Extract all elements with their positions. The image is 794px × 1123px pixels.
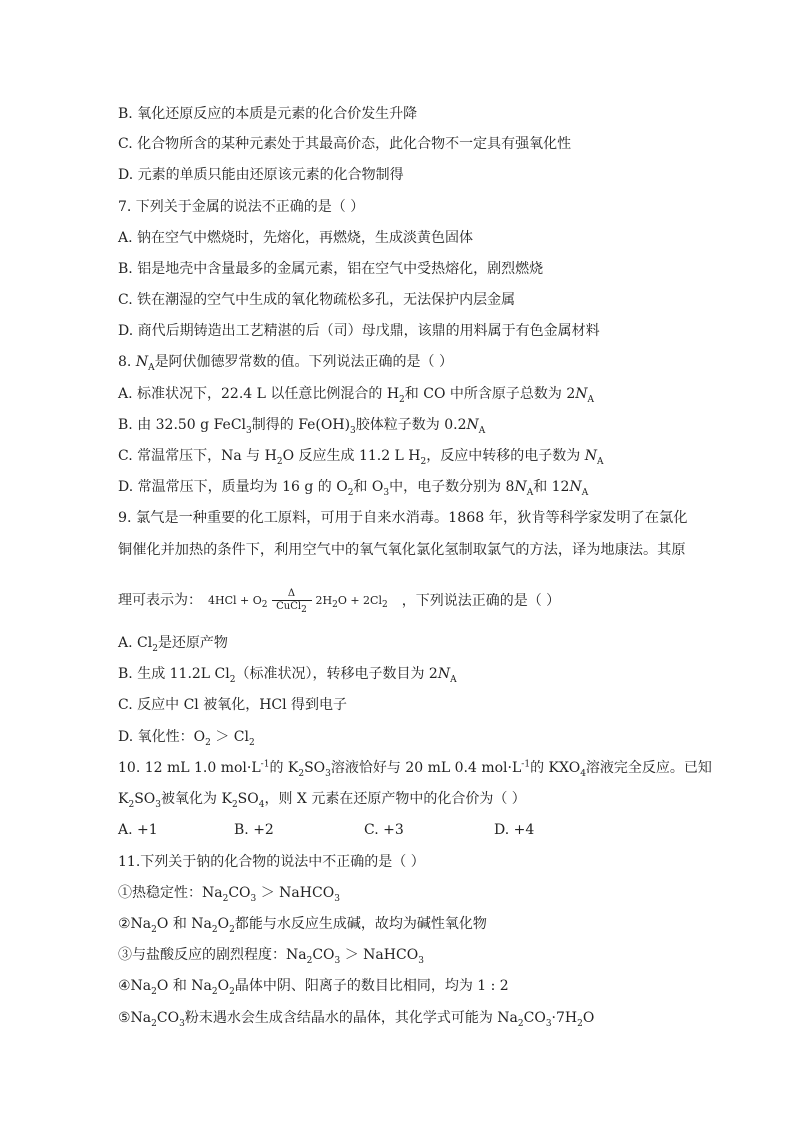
q7-option-c: C. 铁在潮湿的空气中生成的氧化物疏松多孔，无法保护内层金属: [118, 292, 516, 308]
avogadro-subscript: A: [581, 487, 589, 498]
q8-d-text-4: 和 12: [533, 479, 570, 495]
q11-item-2: [118, 914, 487, 934]
subscript: 2: [229, 986, 235, 997]
q8-b-text: B. 由 32.50 g FeCl: [118, 417, 247, 433]
q11-item-5: [118, 1008, 594, 1028]
q10-text-3: SO: [304, 760, 326, 776]
subscript: 2: [229, 924, 235, 935]
q8-option-b: [118, 415, 485, 435]
q9-option-d: [118, 727, 255, 747]
subscript: 2: [332, 599, 338, 610]
subscript: 2: [382, 599, 388, 610]
q9-line3-text-2: ，下列说法正确的是（ ）: [401, 592, 561, 609]
q11-stem: 11.下列关于钠的化合物的说法中不正确的是（ ）: [118, 854, 425, 870]
q11-i2-text-4: 都能与水反应生成碱，故均为碱性氧化物: [234, 916, 487, 932]
q6-option-b: B. 氧化还原反应的本质是元素的化合价发生升降: [118, 106, 418, 122]
avogadro-symbol: N: [466, 417, 479, 433]
subscript: 2: [151, 986, 157, 997]
q10-option-c: C. +3: [364, 822, 404, 838]
subscript: 3: [325, 768, 331, 779]
superscript: -1: [260, 759, 270, 770]
q8-c-text-2: O 反应生成 11.2 L H: [282, 448, 421, 464]
q7-option-b: B. 铝是地壳中含量最多的金属元素，铝在空气中受热熔化，剧烈燃烧: [118, 261, 544, 277]
subscript: 2: [399, 394, 405, 405]
q9-option-a: [118, 633, 228, 653]
equation-arrow: [272, 588, 312, 613]
q11-item-4: [118, 976, 509, 996]
subscript: 2: [151, 924, 157, 935]
q9-a-text-2: 是还原产物: [157, 635, 228, 651]
q10-text-10: SO: [237, 791, 259, 807]
superscript: -1: [521, 759, 531, 770]
q8-a-text: A. 标准状况下，22.4 L 以任意比例混合的 H: [118, 386, 400, 402]
subscript: 2: [229, 674, 236, 685]
avogadro-symbol: N: [575, 386, 588, 402]
q7-stem: 7. 下列关于金属的说法不正确的是（ ）: [118, 199, 365, 215]
q11-i5-text-5: ·7H: [551, 1010, 578, 1026]
catalyst-label: [272, 601, 312, 613]
q10-options: [118, 820, 534, 840]
avogadro-subscript: A: [450, 674, 457, 685]
equation-lhs-text: 4HCl + O: [208, 593, 262, 607]
subscript: 2: [517, 1018, 524, 1029]
heat-symbol: Δ: [287, 588, 296, 599]
subscript: 3: [545, 1018, 552, 1029]
equation-lhs: [208, 591, 268, 611]
q9-b-text-2: （标准状况），转移电子数目为 2: [235, 666, 438, 682]
q10-stem-line-2: [118, 789, 526, 809]
q11-i5-text-2: CO: [156, 1010, 180, 1026]
q9-a-text: A. Cl: [118, 635, 153, 651]
q11-i1-text: ①热稳定性：Na: [118, 885, 223, 901]
subscript: 2: [222, 893, 229, 904]
q11-item-1: [118, 883, 340, 903]
subscript: 2: [301, 605, 307, 615]
q8-c-text-3: ，反应中转移的电子数为: [426, 448, 585, 464]
q6-option-c: C. 化合物所含的某种元素处于其最高价态，此化合物不一定具有强氧化性: [118, 136, 572, 152]
q11-item-3: [118, 945, 424, 965]
q10-stem-line-1: [118, 758, 712, 778]
q8-d-text-3: 中，电子数分别为 8: [389, 479, 515, 495]
q10-option-b: B. +2: [234, 822, 274, 838]
q11-i1-text-2: CO: [228, 885, 251, 901]
q10-text-4: 溶液恰好与 20 mL 0.4 mol·L: [330, 760, 522, 776]
subscript: 3: [250, 893, 257, 904]
subscript: 2: [128, 799, 135, 810]
q9-stem-line-2: 铜催化并加热的条件下，利用空气中的氧气氧化氯化氢制取氯气的方法，译为地康法。其原: [118, 542, 686, 558]
q10-text-1: 10. 12 mL 1.0 mol·L: [118, 760, 261, 776]
q9-d-text-2: ＞ Cl: [210, 729, 249, 745]
subscript: 4: [580, 768, 586, 779]
q11-i2-text-2: O 和 Na: [156, 916, 212, 932]
q10-text-5: 的 KXO: [530, 760, 581, 776]
q8-a-text-2: 和 CO 中所含原子总数为 2: [404, 386, 576, 402]
q8-option-d: [118, 477, 588, 497]
subscript: 3: [334, 955, 341, 966]
avogadro-subscript: A: [596, 456, 604, 467]
q11-i4-text: ④Na: [118, 978, 152, 994]
avogadro-subscript: A: [148, 362, 155, 373]
avogadro-symbol: N: [135, 354, 149, 370]
subscript: 2: [231, 799, 238, 810]
subscript: 2: [211, 924, 218, 935]
avogadro-symbol: N: [569, 479, 582, 495]
subscript: 2: [205, 737, 211, 748]
q9-option-b: [118, 664, 457, 684]
q11-i2-text: ②Na: [118, 916, 152, 932]
q10-text-2: 的 K: [269, 760, 299, 776]
subscript: 2: [306, 955, 313, 966]
q7-option-d: D. 商代后期铸造出工艺精湛的后（司）母戊鼎，该鼎的用料属于有色金属材料: [118, 323, 600, 339]
q8-b-text-3: 胶体粒子数为 0.2: [355, 417, 467, 433]
q11-i3-text: ③与盐酸反应的剧烈程度：Na: [118, 947, 307, 963]
q8-number: 8.: [118, 354, 132, 370]
subscript: 2: [577, 1018, 583, 1029]
q11-i5-text-4: CO: [523, 1010, 546, 1026]
chemical-equation: [208, 588, 388, 613]
subscript: 3: [334, 893, 340, 904]
q10-text-7: K: [118, 791, 129, 807]
subscript: 2: [248, 737, 255, 748]
subscript: 3: [383, 487, 390, 498]
avogadro-symbol: N: [437, 666, 451, 682]
q10-option-d: D. +4: [494, 822, 535, 838]
q10-text-11: ，则 X 元素在还原产物中的化合价为（ ）: [264, 791, 526, 807]
equation-rhs-text: 2H: [315, 593, 333, 607]
subscript: 2: [211, 986, 218, 997]
subscript: 2: [298, 768, 305, 779]
avogadro-symbol: N: [514, 479, 527, 495]
q11-i2-text-3: O: [217, 916, 230, 932]
q8-d-text-2: 和 O: [353, 479, 384, 495]
q8-b-text-2: 制得的 Fe(OH): [251, 417, 351, 433]
avogadro-subscript: A: [478, 425, 486, 436]
q11-i3-text-2: CO: [312, 947, 335, 963]
q9-b-text: B. 生成 11.2L Cl: [118, 666, 230, 682]
q8-option-a: [118, 384, 594, 404]
subscript: 3: [350, 425, 356, 436]
q11-i5-text-6: O: [582, 1010, 595, 1026]
q10-text-6: 溶液完全反应。已知: [585, 760, 712, 776]
subscript: 2: [420, 456, 427, 467]
q9-stem-line-1: 9. 氯气是一种重要的化工原料，可用于自来水消毒。1868 年，狄肯等科学家发明了在氯化: [118, 510, 688, 526]
q10-text-8: SO: [134, 791, 156, 807]
avogadro-subscript: A: [526, 487, 534, 498]
q10-text-9: 被氧化为 K: [161, 791, 232, 807]
q11-i4-text-4: 晶体中阴、阳离子的数目比相同，均为 1 : 2: [234, 978, 509, 994]
subscript: 2: [152, 643, 158, 654]
equation-rhs: [316, 591, 388, 611]
avogadro-subscript: A: [587, 394, 594, 405]
q11-i1-text-3: ＞ NaHCO: [256, 885, 335, 901]
q11-i5-text-3: 粉末遇水会生成含结晶水的晶体，其化学式可能为 Na: [184, 1010, 518, 1026]
subscript: 3: [155, 799, 162, 810]
q6-option-d: D. 元素的单质只能由还原该元素的化合物制得: [118, 167, 404, 183]
catalyst-text: CuCl: [276, 601, 302, 612]
q11-i5-text: ⑤Na: [118, 1010, 152, 1026]
q8-option-c: [118, 446, 603, 466]
subscript: 3: [179, 1018, 185, 1029]
subscript: 4: [258, 799, 265, 810]
q7-option-a: A. 钠在空气中燃烧时，先熔化，再燃烧，生成淡黄色固体: [118, 230, 474, 246]
subscript: 2: [261, 599, 268, 610]
subscript: 3: [418, 955, 424, 966]
q9-d-text: D. 氧化性：O: [118, 729, 206, 745]
q10-option-a: A. +1: [118, 822, 158, 838]
subscript: 2: [347, 487, 354, 498]
equation-rhs-text-2: O + 2Cl: [337, 593, 382, 607]
q9-option-c: C. 反应中 Cl 被氧化，HCl 得到电子: [118, 697, 348, 713]
q11-i3-text-3: ＞ NaHCO: [340, 947, 419, 963]
q11-i4-text-3: O: [217, 978, 230, 994]
q9-stem-line-3: [118, 588, 560, 613]
subscript: 2: [151, 1018, 157, 1029]
q9-line3-text: 理可表示为：: [118, 592, 202, 609]
subscript: 2: [276, 456, 283, 467]
q8-c-text: C. 常温常压下，Na 与 H: [118, 448, 277, 464]
q11-i4-text-2: O 和 Na: [156, 978, 212, 994]
q8-stem: [118, 352, 453, 372]
q8-stem-text: 是阿伏伽德罗常数的值。下列说法正确的是（ ）: [154, 354, 454, 370]
subscript: 3: [246, 425, 252, 436]
avogadro-symbol: N: [584, 448, 597, 464]
q8-d-text: D. 常温常压下，质量均为 16 g 的 O: [118, 479, 348, 495]
